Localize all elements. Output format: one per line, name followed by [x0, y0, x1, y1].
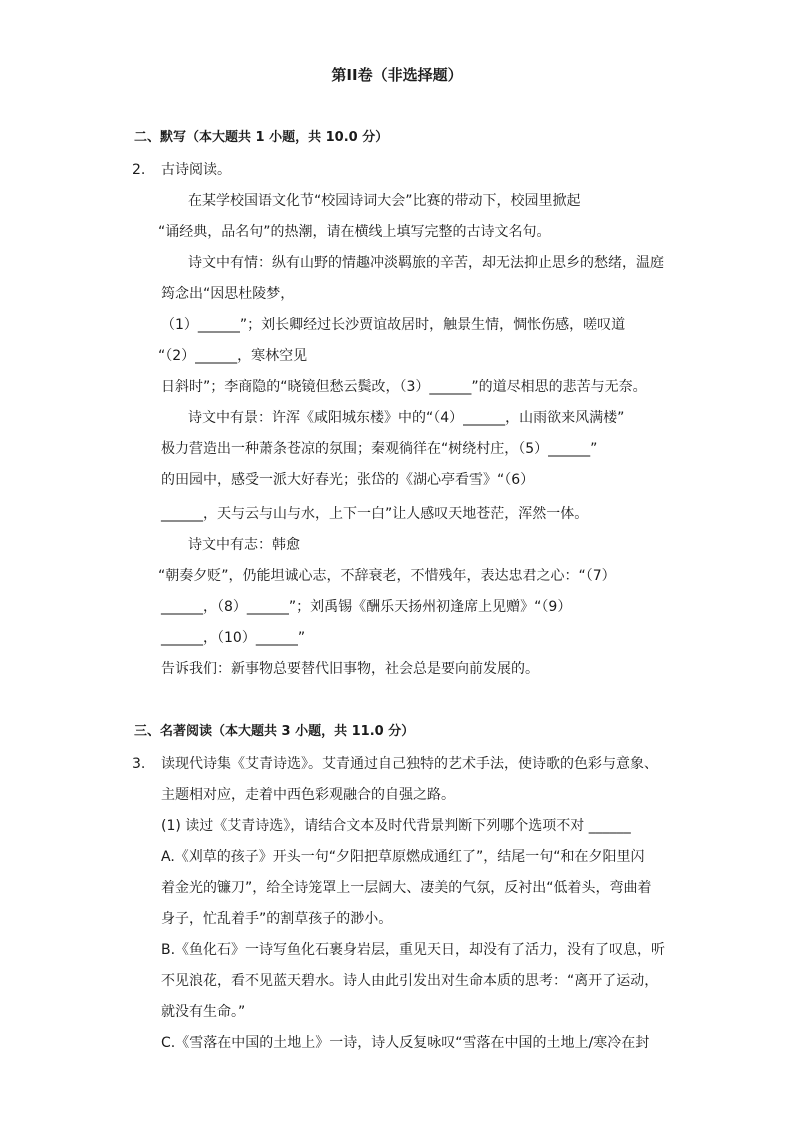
question-3-line: 着金光的镰刀”，给全诗笼罩上一层阔大、凄美的气氛，反衬出“低着头，弯曲着 — [161, 880, 652, 896]
question-3-line: 不见浪花，看不见蓝天碧水。诗人由此引发出对生命本质的思考：“离开了运动， — [161, 973, 659, 989]
question-2-line: 诗文中有情：纵有山野的情趣冲淡羁旅的辛苦，却无法抑止思乡的愁绪，温庭 — [188, 255, 664, 271]
section-header-dictation: 二、默写（本大题共 1 小题，共 10.0 分） — [134, 130, 389, 145]
question-2-line: ______，天与云与山与水，上下一白”让人感叹天地苍茫，浑然一体。 — [161, 506, 589, 522]
question-2-line: 的田园中，感受一派大好春光；张岱的《湖心亭看雪》“（6） — [161, 472, 535, 488]
question-2-line: ______，（8）______”；刘禹锡《酬乐天扬州初逢席上见赠》“（9） — [161, 599, 572, 615]
question-2-line: ______，（10）______” — [161, 630, 306, 646]
question-3-line: 就没有生命。” — [161, 1004, 246, 1020]
question-3-option-c: C.《雪落在中国的土地上》一诗，诗人反复咏叹“雪落在中国的土地上/寒冷在封 — [161, 1035, 650, 1051]
question-2-line: 筠念出“因思杜陵梦， — [161, 286, 295, 302]
question-2-line: “朝奏夕贬”，仍能坦诚心志，不辞衰老，不惜残年，表达忠君之心：“（7） — [158, 568, 616, 584]
question-3-option-b: B.《鱼化石》一诗写鱼化石裹身岩层，重见天日，却没有了活力，没有了叹息，听 — [161, 942, 666, 958]
question-2-line: 诗文中有志：韩愈 — [188, 537, 300, 553]
section-header-classic-reading: 三、名著阅读（本大题共 3 小题，共 11.0 分） — [134, 724, 415, 739]
question-2-line: “诵经典，品名句”的热潮，请在横线上填写完整的古诗文名句。 — [158, 224, 551, 240]
question-number-3: 3. — [132, 756, 146, 772]
page-title: 第II卷（非选择题） — [331, 66, 463, 84]
question-2-line: 极力营造出一种萧条苍凉的氛围；秦观徜徉在“树绕村庄，（5）______” — [161, 441, 598, 457]
question-number-2: 2. — [132, 162, 146, 178]
question-2-line: 在某学校国语文化节“校园诗词大会”比赛的带动下，校园里掀起 — [188, 193, 581, 209]
question-2-line: 诗文中有景：许浑《咸阳城东楼》中的“（4）______，山雨欲来风满楼” — [188, 410, 625, 426]
question-2-line: （1）______”；刘长卿经过长沙贾谊故居时，触景生情，惆怅伤感，嗟叹道 — [161, 317, 626, 333]
question-3-line: 主题相对应，走着中西色彩观融合的自强之路。 — [161, 787, 455, 803]
question-2-line: 日斜时”；李商隐的“晓镜但愁云鬓改，（3）______”的道尽相思的悲苦与无奈。 — [161, 379, 647, 395]
question-2-line: 古诗阅读。 — [161, 162, 231, 178]
question-3-line: 读现代诗集《艾青诗选》。艾青通过自己独特的艺术手法，使诗歌的色彩与意象、 — [161, 756, 658, 772]
question-3-line: (1) 读过《艾青诗选》，请结合文本及时代背景判断下列哪个选项不对 ______ — [161, 818, 631, 834]
question-2-line: “（2）______，寒林空见 — [158, 348, 308, 364]
question-3-option-a: A.《刈草的孩子》开头一句“夕阳把草原燃成通红了”，结尾一句“和在夕阳里闪 — [161, 849, 645, 865]
question-3-line: 身子，忙乱着手”的割草孩子的渺小。 — [161, 911, 393, 927]
question-2-line: 告诉我们：新事物总要替代旧事物，社会总是要向前发展的。 — [161, 661, 539, 677]
